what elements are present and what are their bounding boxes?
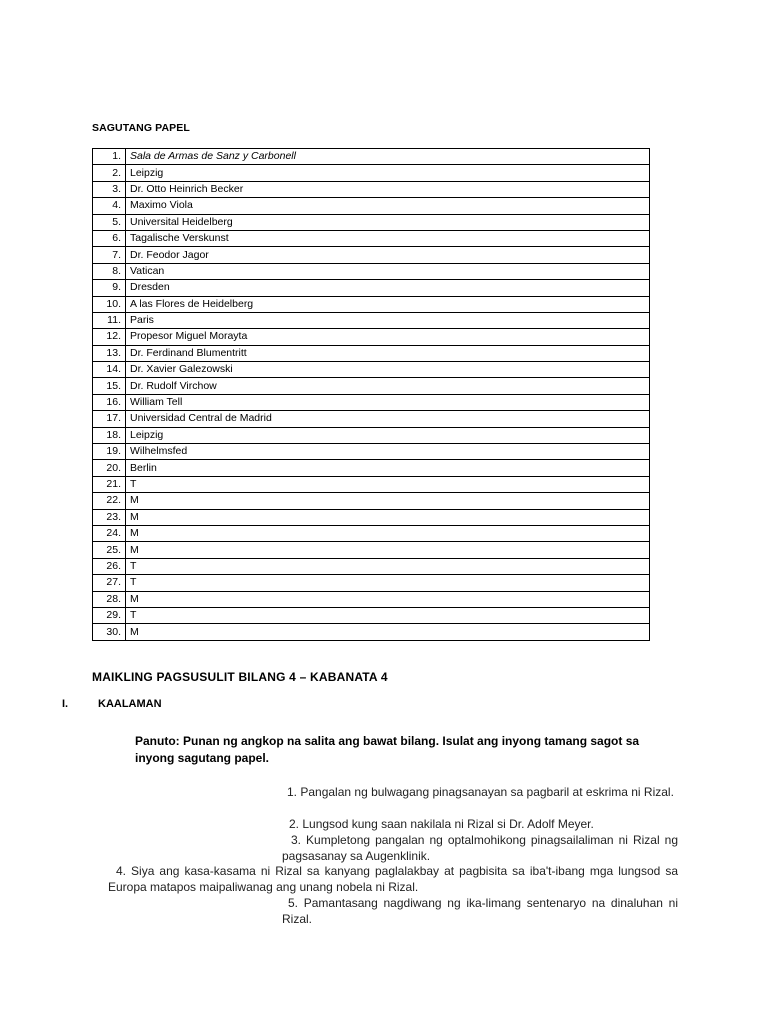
answer-text: Maximo Viola: [126, 198, 650, 214]
table-row: [93, 149, 650, 165]
instructions: Panuto: Punan ng angkop na salita ang bawat bilang. Isulat ang inyong tamang sagot sa inyong sagutang papel.: [135, 734, 640, 765]
answer-number: 17.: [93, 411, 126, 427]
table-row: [93, 280, 650, 296]
table-row: [93, 444, 650, 460]
answer-text: Dr. Xavier Galezowski: [126, 362, 650, 378]
table-row: [93, 378, 650, 394]
answer-text: M: [126, 525, 650, 541]
table-row: [93, 181, 650, 197]
table-row: [93, 214, 650, 230]
section-title: KAALAMAN: [98, 698, 162, 710]
answer-number: 13.: [93, 345, 126, 361]
answer-text: Leipzig: [126, 165, 650, 181]
answer-number: 19.: [93, 444, 126, 460]
table-row: [93, 476, 650, 492]
answer-text: M: [126, 493, 650, 509]
answer-text: Dr. Otto Heinrich Becker: [126, 181, 650, 197]
answer-text: M: [126, 542, 650, 558]
section-number: I.: [62, 698, 69, 710]
answer-text: T: [126, 476, 650, 492]
answer-number: 9.: [93, 280, 126, 296]
answer-number: 10.: [93, 296, 126, 312]
answer-number: 23.: [93, 509, 126, 525]
answer-text: Tagalische Verskunst: [126, 230, 650, 246]
answer-text: M: [126, 591, 650, 607]
answer-number: 25.: [93, 542, 126, 558]
answer-number: 14.: [93, 362, 126, 378]
answer-text: Universital Heidelberg: [126, 214, 650, 230]
answer-number: 7.: [93, 247, 126, 263]
table-row: [93, 198, 650, 214]
table-row: [93, 591, 650, 607]
table-row: [93, 624, 650, 640]
question-3: 3. Kumpletong pangalan ng optalmohikong pinagsailaliman ni Rizal ng pagsasanay sa Augenklinik.: [282, 833, 678, 863]
table-row: [93, 312, 650, 328]
table-row: [93, 427, 650, 443]
answer-table: [92, 148, 650, 641]
answer-number: 20.: [93, 460, 126, 476]
answer-number: 28.: [93, 591, 126, 607]
table-row: [93, 460, 650, 476]
answer-text: M: [126, 624, 650, 640]
answer-text: T: [126, 575, 650, 591]
answer-text: Dr. Ferdinand Blumentritt: [126, 345, 650, 361]
table-row: [93, 165, 650, 181]
answer-number: 2.: [93, 165, 126, 181]
table-row: [93, 362, 650, 378]
question-2: 2. Lungsod kung saan nakilala ni Rizal si Dr. Adolf Meyer.: [289, 817, 594, 831]
answer-number: 27.: [93, 575, 126, 591]
quiz-title: MAIKLING PAGSUSULIT BILANG 4 – KABANATA 4: [92, 670, 388, 684]
answer-text: Paris: [126, 312, 650, 328]
answer-text: Dresden: [126, 280, 650, 296]
answer-number: 6.: [93, 230, 126, 246]
answer-number: 16.: [93, 394, 126, 410]
table-row: [93, 296, 650, 312]
answer-number: 18.: [93, 427, 126, 443]
answer-number: 5.: [93, 214, 126, 230]
table-row: [93, 558, 650, 574]
answer-number: 30.: [93, 624, 126, 640]
table-row: [93, 394, 650, 410]
answer-number: 15.: [93, 378, 126, 394]
table-row: [93, 493, 650, 509]
answer-text: Wilhelmsfed: [126, 444, 650, 460]
answer-text: Sala de Armas de Sanz y Carbonell: [126, 149, 650, 165]
question-5: 5. Pamantasang nagdiwang ng ika-limang sentenaryo na dinaluhan ni Rizal.: [282, 896, 678, 926]
table-row: [93, 525, 650, 541]
answer-text: Berlin: [126, 460, 650, 476]
answer-text: M: [126, 509, 650, 525]
answer-text: Leipzig: [126, 427, 650, 443]
table-row: [93, 263, 650, 279]
answer-number: 12.: [93, 329, 126, 345]
answer-text: Vatican: [126, 263, 650, 279]
answer-number: 24.: [93, 525, 126, 541]
answer-text: Universidad Central de Madrid: [126, 411, 650, 427]
answer-text: Dr. Feodor Jagor: [126, 247, 650, 263]
table-row: [93, 345, 650, 361]
answer-text: T: [126, 607, 650, 623]
sheet-title: SAGUTANG PAPEL: [92, 122, 190, 134]
answer-number: 1.: [93, 149, 126, 165]
question-4: 4. Siya ang kasa-kasama ni Rizal sa kanyang paglalakbay at pagbisita sa iba't-ibang mga lungsod sa Europa matapos maipaliwanag ang unang nobela ni Rizal.: [108, 864, 678, 894]
answer-text: A las Flores de Heidelberg: [126, 296, 650, 312]
answer-number: 4.: [93, 198, 126, 214]
table-row: [93, 329, 650, 345]
answer-number: 11.: [93, 312, 126, 328]
answer-number: 26.: [93, 558, 126, 574]
table-row: [93, 411, 650, 427]
answer-number: 22.: [93, 493, 126, 509]
question-1: 1. Pangalan ng bulwagang pinagsanayan sa pagbaril at eskrima ni Rizal.: [287, 785, 674, 799]
answer-number: 3.: [93, 181, 126, 197]
answer-number: 21.: [93, 476, 126, 492]
table-row: [93, 509, 650, 525]
answer-text: Dr. Rudolf Virchow: [126, 378, 650, 394]
answer-text: T: [126, 558, 650, 574]
answer-number: 29.: [93, 607, 126, 623]
table-row: [93, 575, 650, 591]
table-row: [93, 542, 650, 558]
answer-text: Propesor Miguel Morayta: [126, 329, 650, 345]
table-row: [93, 607, 650, 623]
table-row: [93, 247, 650, 263]
answer-text: William Tell: [126, 394, 650, 410]
answer-number: 8.: [93, 263, 126, 279]
table-row: [93, 230, 650, 246]
